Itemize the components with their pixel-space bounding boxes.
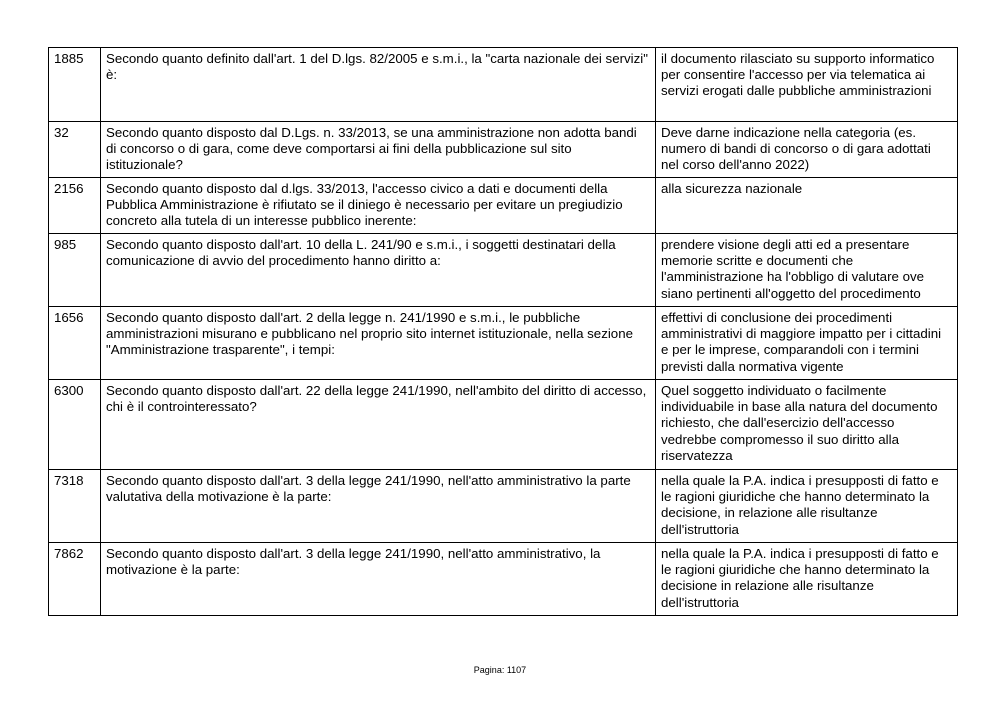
question-text-cell: Secondo quanto disposto dall'art. 10 della L. 241/90 e s.m.i., i soggetti destinatari della comunicazione di avvio del procedimento hanno diritto a: [101,234,656,307]
question-text-cell: Secondo quanto definito dall'art. 1 del D.lgs. 82/2005 e s.m.i., la "carta nazionale dei servizi" è: [101,48,656,122]
table-row [49,122,958,178]
answer-text-cell: alla sicurezza nazionale [656,178,958,234]
question-id-cell: 6300 [49,380,101,470]
question-text-cell: Secondo quanto disposto dall'art. 3 della legge 241/1990, nell'atto amministrativo, la motivazione è la parte: [101,543,656,616]
answer-text-cell: nella quale la P.A. indica i presupposti di fatto e le ragioni giuridiche che hanno determinato la decisione, in relazione alle risultanze dell'istruttoria [656,470,958,543]
answer-text-cell: effettivi di conclusione dei procedimenti amministrativi di maggiore impatto per i cittadini e per le imprese, comparandoli con i termini previsti dalla normativa vigente [656,307,958,380]
question-text-cell: Secondo quanto disposto dal D.Lgs. n. 33/2013, se una amministrazione non adotta bandi di concorso o di gara, come deve comportarsi ai fini della pubblicazione sul sito istituzionale? [101,122,656,178]
question-id-cell: 7862 [49,543,101,616]
table-row [49,48,958,122]
table-row [49,543,958,616]
question-text-cell: Secondo quanto disposto dall'art. 3 della legge 241/1990, nell'atto amministrativo la parte valutativa della motivazione è la parte: [101,470,656,543]
table-row [49,380,958,470]
page-number-footer: Pagina: 1107 [473,665,527,675]
question-text-cell: Secondo quanto disposto dal d.lgs. 33/2013, l'accesso civico a dati e documenti della Pubblica Amministrazione è rifiutato se il diniego è necessario per evitare un pregiudizio concreto alla tutela di un interesse pubblico inerente: [101,178,656,234]
answer-text-cell: il documento rilasciato su supporto informatico per consentire l'accesso per via telematica ai servizi erogati dalle pubbliche amministrazioni [656,48,958,122]
table-row [49,178,958,234]
table-row [49,470,958,543]
question-text-cell: Secondo quanto disposto dall'art. 2 della legge n. 241/1990 e s.m.i., le pubbliche amministrazioni misurano e pubblicano nel proprio sito internet istituzionale, nella sezione "Amministrazione trasparente", i tempi: [101,307,656,380]
table-row [49,234,958,307]
question-id-cell: 2156 [49,178,101,234]
question-id-cell: 985 [49,234,101,307]
question-id-cell: 7318 [49,470,101,543]
question-id-cell: 32 [49,122,101,178]
answer-text-cell: Deve darne indicazione nella categoria (es. numero di bandi di concorso o di gara adottati nel corso dell'anno 2022) [656,122,958,178]
answer-text-cell: prendere visione degli atti ed a presentare memorie scritte e documenti che l'amministrazione ha l'obbligo di valutare ove siano pertinenti all'oggetto del procedimento [656,234,958,307]
question-answer-table [48,47,958,616]
table-row [49,307,958,380]
question-id-cell: 1656 [49,307,101,380]
question-text-cell: Secondo quanto disposto dall'art. 22 della legge 241/1990, nell'ambito del diritto di accesso, chi è il controinteressato? [101,380,656,470]
answer-text-cell: nella quale la P.A. indica i presupposti di fatto e le ragioni giuridiche che hanno determinato la decisione in relazione alle risultanze dell'istruttoria [656,543,958,616]
answer-text-cell: Quel soggetto individuato o facilmente individuabile in base alla natura del documento richiesto, che dall'esercizio dell'accesso vedrebbe compromesso il suo diritto alla riservatezza [656,380,958,470]
question-id-cell: 1885 [49,48,101,122]
